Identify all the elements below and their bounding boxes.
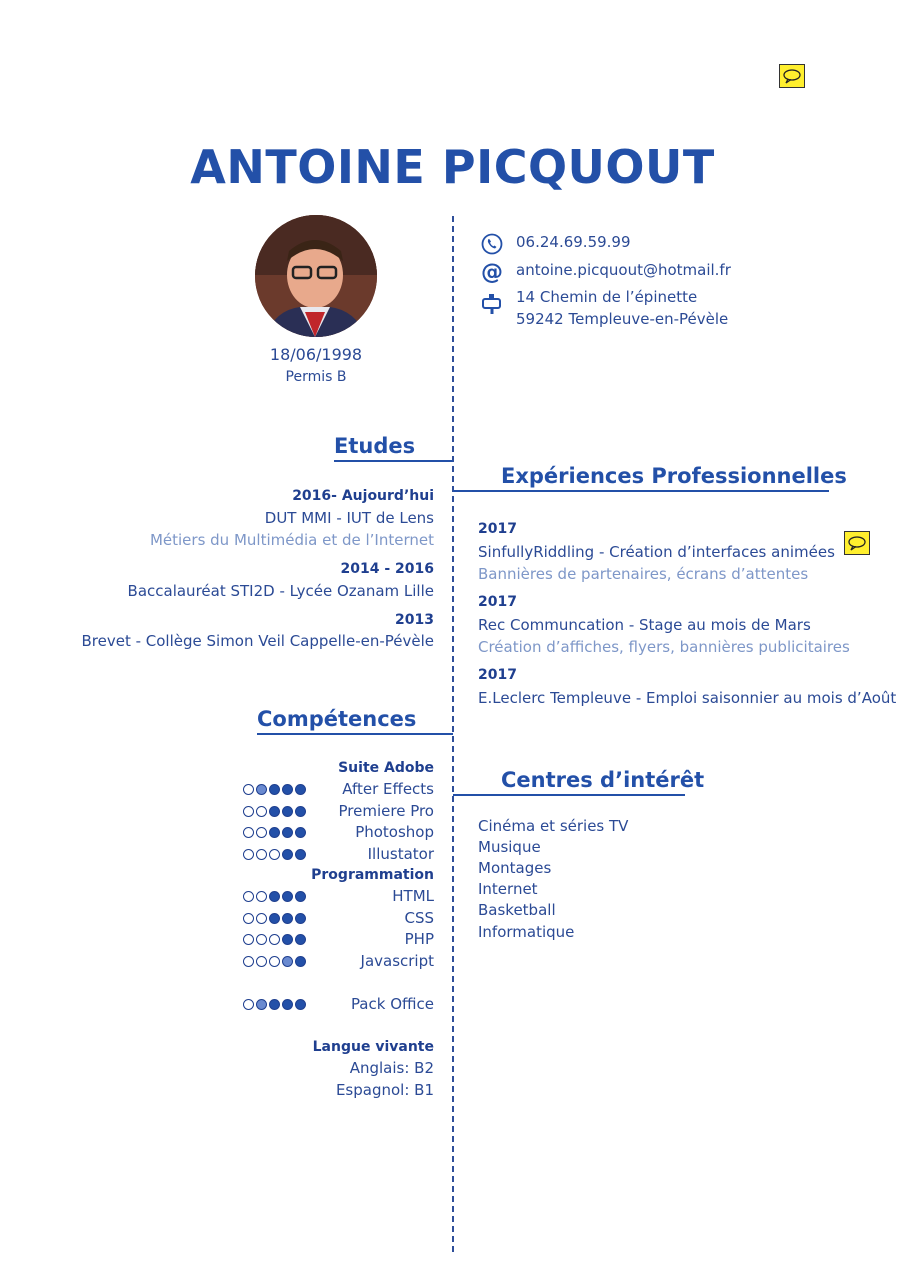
rating-dot [295,849,306,860]
phone-number: 06.24.69.59.99 [516,233,631,251]
skill-rating [243,783,309,795]
rating-dot [282,956,293,967]
rating-dot [282,784,293,795]
skill-rating [243,826,309,838]
skill-rating [243,890,309,902]
skill-rating [243,848,309,860]
interest-item: Informatique [478,923,575,941]
interets-title: Centres d’intérêt [501,768,705,792]
rating-dot [269,891,280,902]
prog-heading: Programmation [311,867,434,883]
skill-label: HTML [392,887,434,905]
rating-dot [282,934,293,945]
experience-line: SinfullyRiddling - Création d’interfaces animées [478,543,835,561]
rating-dot [295,784,306,795]
experience-year: 2017 [478,667,517,683]
skill-rating [243,955,309,967]
rating-dot [269,934,280,945]
skill-label: Premiere Pro [338,802,434,820]
rating-dot [256,827,267,838]
rating-dot [282,891,293,902]
interest-item: Cinéma et séries TV [478,817,629,835]
experience-line: Rec Communcation - Stage au mois de Mars [478,616,811,634]
skill-label: After Effects [342,780,434,798]
rating-dot [243,891,254,902]
skill-rating [243,933,309,945]
rating-dot [295,806,306,817]
rating-dot [282,806,293,817]
skill-rating [243,912,309,924]
comment-note-icon[interactable] [844,531,870,555]
driving-license: Permis B [285,369,347,385]
rating-dot [269,913,280,924]
rating-dot [269,827,280,838]
rating-dot [256,934,267,945]
experience-line: E.Leclerc Templeuve - Emploi saisonnier au mois d’Août [478,689,897,707]
skill-label: PHP [404,930,434,948]
rating-dot [295,827,306,838]
etudes-period: 2016- Aujourd’hui [292,488,434,504]
address-line-1: 14 Chemin de l’épinette [516,288,698,306]
rating-dot [269,806,280,817]
at-icon: @ [481,260,503,285]
skill-label: Photoshop [355,823,434,841]
page-title: ANTOINE PICQUOUT [190,140,715,194]
interest-item: Basketball [478,901,556,919]
etudes-period: 2014 - 2016 [340,561,434,577]
rating-dot [269,849,280,860]
rating-dot [243,999,254,1010]
skill-label: CSS [404,909,434,927]
rating-dot [243,806,254,817]
competences-underline [257,733,453,735]
etudes-period: 2013 [395,612,434,628]
rating-dot [243,934,254,945]
skill-label: Pack Office [350,995,434,1013]
rating-dot [243,913,254,924]
rating-dot [256,849,267,860]
interest-item: Musique [478,838,541,856]
rating-dot [282,827,293,838]
experience-year: 2017 [478,521,517,537]
rating-dot [256,806,267,817]
skill-rating [243,998,309,1010]
mailbox-icon [480,292,504,316]
etudes-detail: Métiers du Multimédia et de l’Internet [149,531,434,549]
rating-dot [269,956,280,967]
rating-dot [269,999,280,1010]
comment-note-icon[interactable] [779,64,805,88]
rating-dot [243,827,254,838]
adobe-heading: Suite Adobe [338,760,434,776]
rating-dot [243,956,254,967]
rating-dot [256,956,267,967]
email-address: antoine.picquout@hotmail.fr [516,261,731,279]
rating-dot [282,913,293,924]
birthdate: 18/06/1998 [269,345,363,364]
rating-dot [295,913,306,924]
rating-dot [295,934,306,945]
competences-title: Compétences [257,707,417,731]
rating-dot [282,849,293,860]
rating-dot [256,784,267,795]
languages-heading: Langue vivante [312,1039,434,1055]
etudes-line: Brevet - Collège Simon Veil Cappelle-en-Pévèle [81,632,434,650]
rating-dot [295,891,306,902]
interest-item: Internet [478,880,538,898]
skill-label: Javascript [360,952,434,970]
etudes-title: Etudes [334,434,416,458]
etudes-line: Baccalauréat STI2D - Lycée Ozanam Lille [127,582,434,600]
rating-dot [269,784,280,795]
experience-year: 2017 [478,594,517,610]
rating-dot [295,999,306,1010]
experiences-title: Expériences Professionnelles [501,464,847,488]
profile-photo [255,215,377,337]
experience-detail: Création d’affiches, flyers, bannières publicitaires [478,638,850,656]
experiences-underline [453,490,829,492]
address-line-2: 59242 Templeuve-en-Pévèle [516,310,729,328]
language-item: Espagnol: B1 [335,1081,434,1099]
rating-dot [282,999,293,1010]
rating-dot [256,999,267,1010]
rating-dot [243,784,254,795]
etudes-line: DUT MMI - IUT de Lens [264,509,434,527]
phone-icon [480,232,504,256]
rating-dot [243,849,254,860]
interest-item: Montages [478,859,552,877]
etudes-underline [334,460,453,462]
skill-rating [243,805,309,817]
rating-dot [295,956,306,967]
language-item: Anglais: B2 [349,1059,434,1077]
experience-detail: Bannières de partenaires, écrans d’attentes [478,565,809,583]
rating-dot [256,891,267,902]
rating-dot [256,913,267,924]
interets-underline [453,794,685,796]
skill-label: Illustator [367,845,434,863]
